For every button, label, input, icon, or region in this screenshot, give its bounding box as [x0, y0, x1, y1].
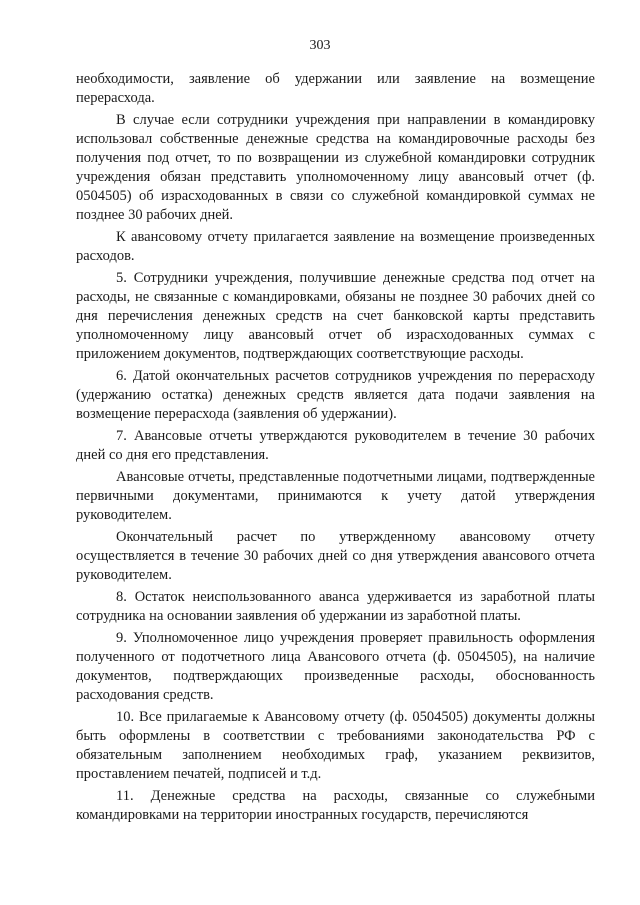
paragraph: 8. Остаток неиспользованного аванса удерживается из заработной платы сотрудника на основании заявления об удержании из заработной платы. [76, 589, 595, 624]
paragraph: В случае если сотрудники учреждения при направлении в командировку использовал собственные денежные средства на командировочные расходы без получения под отчет, то по возвращении из служебной командировки сотрудник учреждения обязан представить уполномоченному лицу авансовый отчет (ф. 0504505) об израсходованных в связи со служебной командировкой суммах не позднее 30 рабочих дней. [76, 112, 595, 223]
paragraph: 7. Авансовые отчеты утверждаются руководителем в течение 30 рабочих дней со дня его представления. [76, 428, 595, 463]
paragraph: К авансовому отчету прилагается заявление на возмещение произведенных расходов. [76, 229, 595, 264]
paragraph: 10. Все прилагаемые к Авансовому отчету (ф. 0504505) документы должны быть оформлены в соответствии с требованиями законодательства РФ с обязательным заполнением необходимых граф, указанием реквизитов, проставлением печатей, подписей и т.д. [76, 709, 595, 782]
paragraph: 11. Денежные средства на расходы, связанные со служебными командировками на территории иностранных государств, перечисляются [76, 788, 595, 823]
paragraph: Авансовые отчеты, представленные подотчетными лицами, подтвержденные первичными документами, принимаются к учету датой утверждения руководителем. [76, 469, 595, 523]
paragraph: 5. Сотрудники учреждения, получившие денежные средства под отчет на расходы, не связанные с командировками, обязаны не позднее 30 рабочих дней со дня перечисления денежных средств на счет банковской карты представить уполномоченному лицу авансовый отчет об израсходованных суммах с приложением документов, подтверждающих соответствующие расходы. [76, 270, 595, 362]
paragraph: Окончательный расчет по утвержденному авансовому отчету осуществляется в течение 30 рабочих дней со дня утверждения авансового отчета руководителем. [76, 529, 595, 583]
paragraph: необходимости, заявление об удержании или заявление на возмещение перерасхода. [76, 71, 595, 106]
paragraph: 9. Уполномоченное лицо учреждения проверяет правильность оформления полученного от подотчетного лица Авансового отчета (ф. 0504505), на наличие документов, подтверждающих произведенные расходы, обоснованность расходования средств. [76, 630, 595, 703]
document-body [76, 70, 595, 825]
page-number: 303 [309, 38, 331, 53]
paragraph: 6. Датой окончательных расчетов сотрудников учреждения по перерасходу (удержанию остатка) денежных средств является дата подачи заявления на возмещение перерасхода (заявления об удержании). [76, 368, 595, 422]
